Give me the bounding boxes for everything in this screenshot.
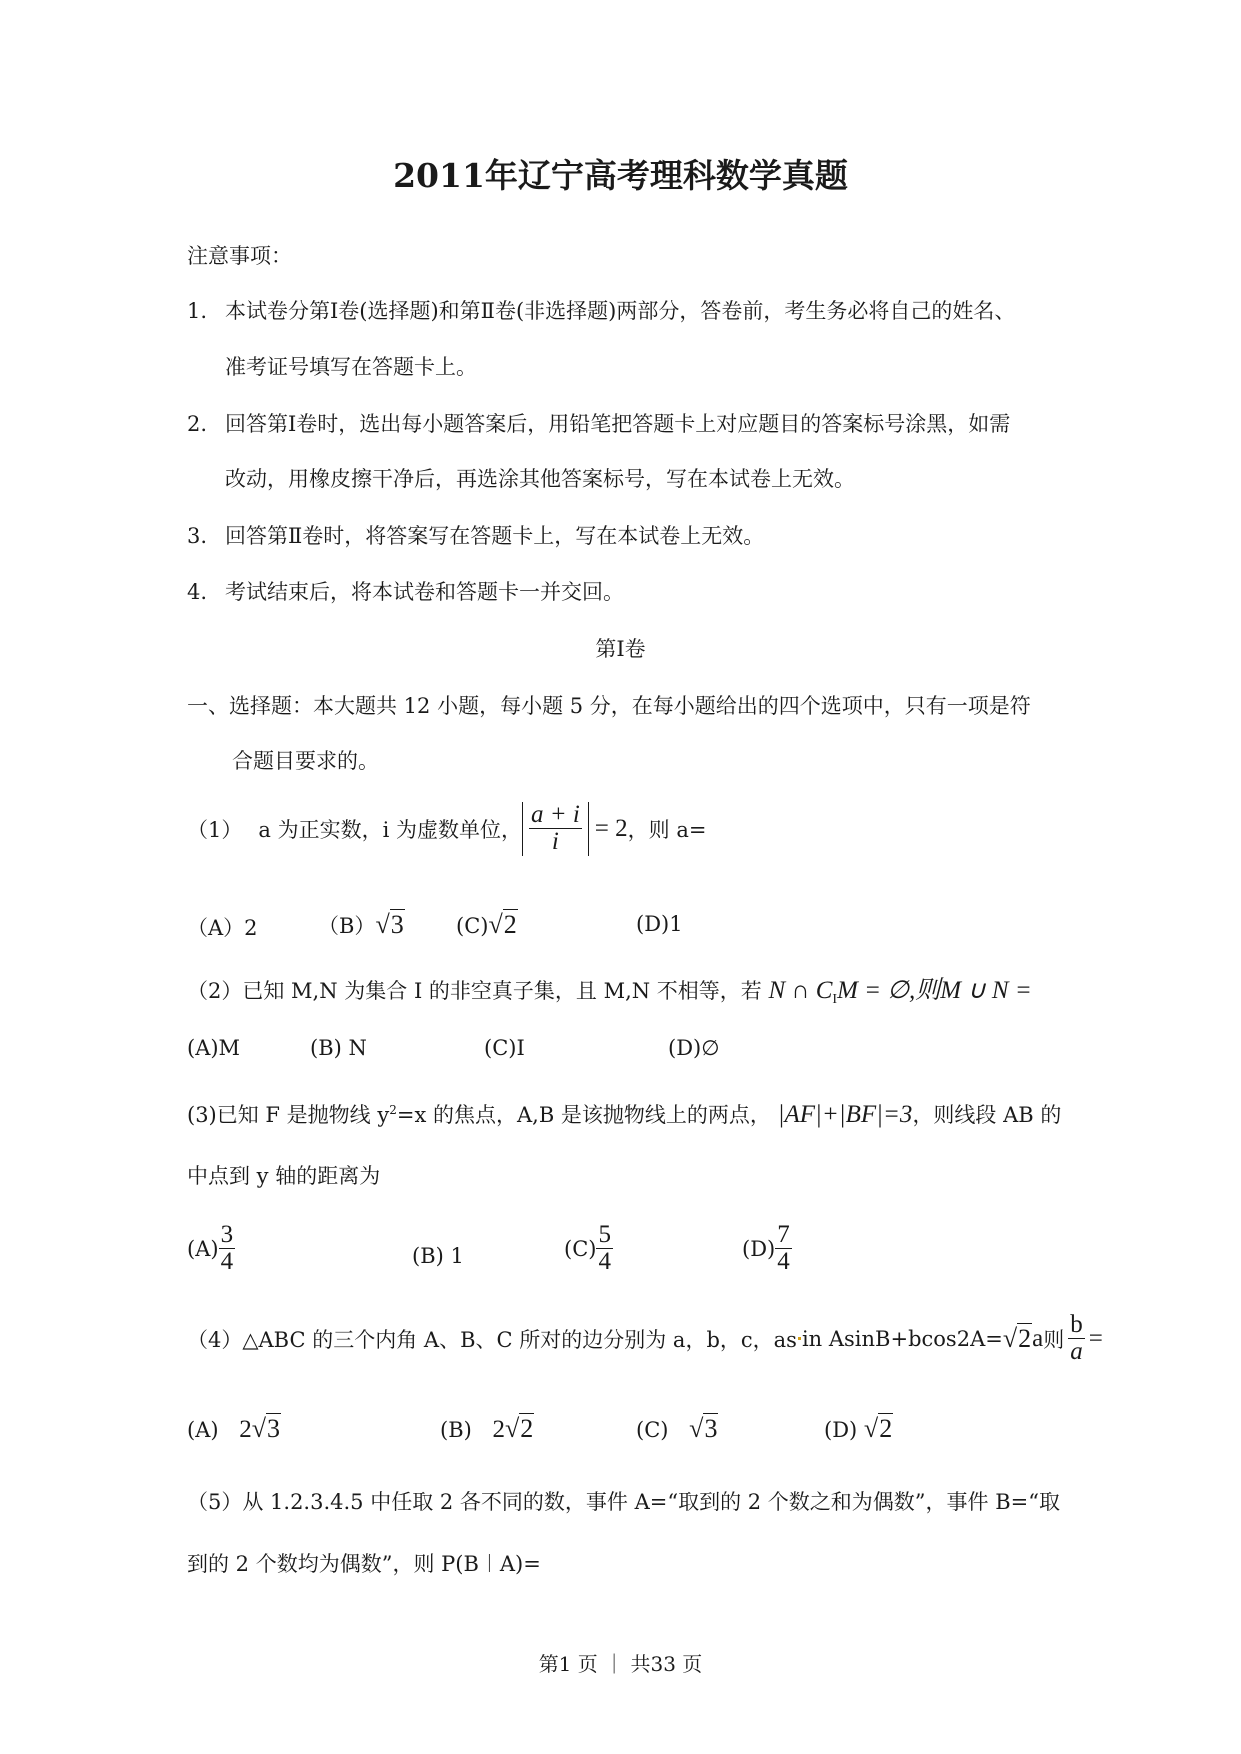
question-3-option-a-label: (A)	[187, 1236, 219, 1261]
question-4-sqrt: √2	[1002, 1323, 1032, 1353]
question-4-option-c	[636, 1414, 718, 1444]
question-2-text: （2）已知 M,N 为集合 I 的非空真子集，且 M,N 不相等，若	[187, 979, 762, 1003]
question-4-option-d-label: (D)	[824, 1418, 858, 1442]
question-3-option-a-fraction: $\frac{3}{4}$	[220, 1221, 234, 1276]
section-heading-line2: 合题目要求的。	[232, 749, 379, 773]
question-1-option-c	[456, 910, 518, 940]
question-1-abs-expression	[522, 802, 589, 856]
question-4-option-b-sqrt: √2	[505, 1414, 534, 1443]
question-2-sub: I	[832, 992, 838, 1008]
question-2-option-c: (C)I	[484, 1036, 525, 1060]
question-4	[187, 1312, 1103, 1366]
question-4-after-sqrt: a	[1032, 1324, 1044, 1352]
question-5-line1: （5）从 1.2.3.4.5 中任取 2 各不同的数，事件 A=“取到的 2 个数之和为偶数”，事件 B=“取	[187, 1490, 1060, 1514]
question-4-fraction: $\frac{b}{a}$	[1070, 1311, 1083, 1366]
question-3-sup: 2	[389, 1103, 397, 1117]
question-4-option-a-sqrt: √3	[251, 1414, 281, 1443]
question-3-option-a	[187, 1222, 235, 1276]
question-1-option-b	[318, 910, 405, 940]
question-3-option-c	[564, 1222, 613, 1276]
question-1-fraction	[529, 802, 582, 856]
question-3-option-c-label: (C)	[564, 1236, 597, 1261]
question-3-option-d	[742, 1222, 792, 1276]
question-1-tail: ，则 a=	[627, 817, 707, 842]
section-heading: 一、选择题：本大题共 12 小题，每小题 5 分，在每小题给出的四个选项中，只有一项是符	[187, 694, 1031, 718]
question-3-option-d-label: (D)	[742, 1236, 776, 1261]
notice-item-4-num: 4.	[187, 580, 208, 604]
question-5-line2: 到的 2 个数均为偶数”，则 P(B︱A)=	[187, 1552, 541, 1576]
question-4-then: 则	[1043, 1327, 1065, 1352]
page-footer: 第1 页 ｜ 共33 页	[538, 1652, 703, 1676]
question-2-math: N ∩ C	[768, 977, 833, 1004]
question-4-option-b	[440, 1414, 534, 1444]
question-1	[187, 802, 706, 856]
stray-mark-icon	[798, 1337, 801, 1340]
question-1-option-c-label: (C)	[456, 914, 489, 938]
question-2-option-d: (D)∅	[668, 1036, 720, 1060]
notice-item-2-num: 2.	[187, 412, 208, 436]
question-3-line2: 中点到 y 轴的距离为	[187, 1164, 381, 1188]
question-3-option-d-fraction: $\frac{7}{4}$	[777, 1221, 790, 1276]
question-4-option-c-label: (C)	[636, 1418, 669, 1442]
question-2	[187, 970, 1032, 1008]
notice-heading: 注意事项：	[187, 244, 292, 268]
question-2-option-a: (A)M	[187, 1036, 241, 1060]
question-4-option-b-coef: 2	[492, 1416, 506, 1443]
question-4-text: （4）△ABC 的三个内角 A、B、C 所对的边分别为 a，b，c，as	[187, 1327, 797, 1352]
question-4-option-b-label: (B)	[440, 1418, 472, 1442]
question-1-frac-numerator: a + i	[530, 801, 580, 828]
question-3-text-a: (3)已知 F 是抛物线 y	[187, 1103, 390, 1127]
notice-item-4	[187, 576, 624, 606]
notice-item-2-line1: 回答第Ⅰ卷时，选出每小题答案后，用铅笔把答题卡上对应题目的答案标号涂黑，如需	[225, 412, 1011, 436]
question-1-text: a 为正实数，i 为虚数单位，	[258, 817, 522, 842]
question-4-option-a-coef: 2	[239, 1416, 252, 1443]
notice-item-3	[187, 520, 764, 550]
question-4-option-a-label: (A)	[187, 1418, 219, 1442]
question-4-option-a	[187, 1414, 281, 1444]
question-4-text-b: in AsinB+bcos2A=	[801, 1326, 1003, 1351]
question-1-option-c-sqrt: √2	[488, 910, 517, 939]
question-3-option-c-fraction: $\frac{5}{4}$	[598, 1221, 611, 1276]
question-4-option-d	[824, 1414, 893, 1444]
notice-item-2-line2: 改动，用橡皮擦干净后，再选涂其他答案标号，写在本试卷上无效。	[225, 467, 855, 491]
question-4-equals: =	[1088, 1324, 1103, 1352]
question-3	[187, 1099, 1061, 1129]
question-1-option-a: （A）2	[187, 916, 258, 940]
page-title: 2011年辽宁高考理科数学真题	[393, 156, 848, 195]
notice-item-3-num: 3.	[187, 524, 208, 548]
question-1-frac-denominator: i	[551, 828, 559, 856]
question-1-option-b-label: （B）	[318, 914, 376, 938]
question-2-math2: M = ∅,则M ∪ N =	[837, 977, 1032, 1004]
question-3-text-b: =x 的焦点，A,B 是该抛物线上的两点，	[396, 1103, 771, 1127]
notice-item-4-line1: 考试结束后，将本试卷和答题卡一并交回。	[225, 580, 624, 604]
notice-item-1-line2: 准考证号填写在答题卡上。	[225, 355, 477, 379]
notice-item-1-line1: 本试卷分第Ⅰ卷(选择题)和第Ⅱ卷(非选择题)两部分，答卷前，考生务必将自己的姓名、	[225, 299, 1016, 323]
question-3-option-b: (B) 1	[412, 1244, 464, 1268]
question-1-option-d: (D)1	[636, 912, 683, 936]
question-1-equals: = 2	[594, 814, 628, 842]
volume-heading: 第Ⅰ卷	[595, 637, 646, 661]
notice-item-2	[187, 408, 1010, 438]
question-4-option-c-sqrt: √3	[689, 1414, 718, 1443]
question-3-tail: ，则线段 AB 的	[912, 1103, 1062, 1127]
question-1-num: （1）	[187, 817, 243, 842]
question-3-math: |AF|+|BF|=3	[777, 1101, 913, 1128]
question-1-option-b-sqrt: √3	[375, 910, 404, 939]
notice-item-1-num: 1.	[187, 299, 208, 323]
question-4-option-d-sqrt: √2	[863, 1414, 893, 1443]
notice-item-3-line1: 回答第Ⅱ卷时，将答案写在答题卡上，写在本试卷上无效。	[225, 524, 765, 548]
notice-item-1	[187, 295, 1015, 325]
question-2-option-b: (B) N	[310, 1036, 367, 1060]
